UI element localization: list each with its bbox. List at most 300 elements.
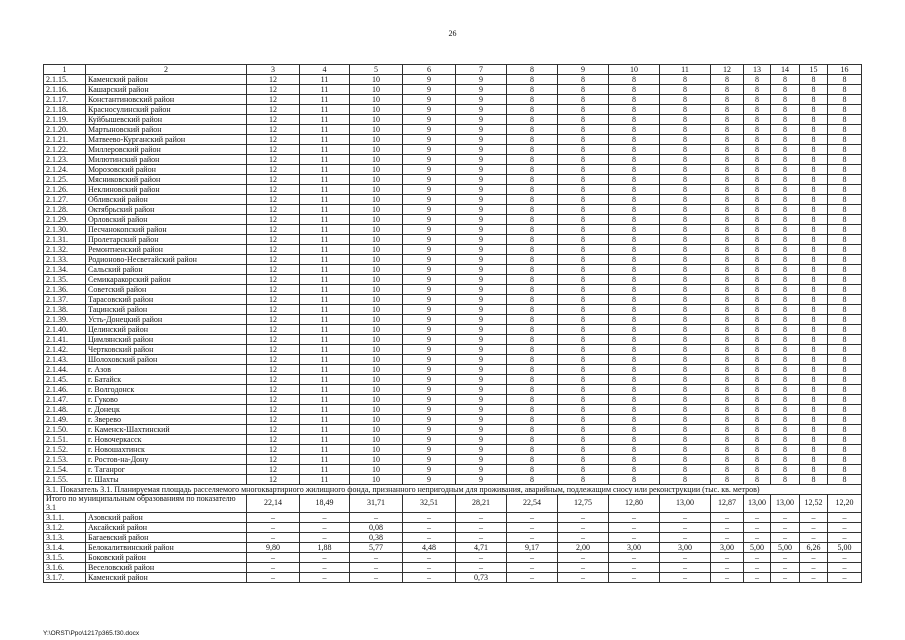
total-value: 12,80 <box>609 495 660 513</box>
value-cell: 8 <box>660 415 711 425</box>
value-cell: 8 <box>660 205 711 215</box>
row-name: Октябрьский район <box>86 205 247 215</box>
value-cell: – <box>247 523 300 533</box>
value-cell: 9 <box>456 105 507 115</box>
value-cell: 9 <box>403 375 456 385</box>
value-cell: 11 <box>300 95 350 105</box>
row-number: 2.1.42. <box>44 345 86 355</box>
value-cell: 8 <box>800 285 828 295</box>
row-name: Константиновский район <box>86 95 247 105</box>
value-cell: 8 <box>609 405 660 415</box>
value-cell: 8 <box>609 95 660 105</box>
value-cell: 8 <box>771 105 800 115</box>
value-cell: 9 <box>403 395 456 405</box>
value-cell: 9,17 <box>507 543 558 553</box>
value-cell: 9 <box>403 175 456 185</box>
value-cell: 8 <box>771 385 800 395</box>
value-cell: 8 <box>800 155 828 165</box>
value-cell: 8 <box>558 75 609 85</box>
table-row <box>44 145 862 155</box>
value-cell: – <box>300 563 350 573</box>
value-cell: 8 <box>771 355 800 365</box>
value-cell: 8 <box>558 185 609 195</box>
value-cell: 8 <box>507 115 558 125</box>
value-cell: 8 <box>800 245 828 255</box>
value-cell: 12 <box>247 295 300 305</box>
value-cell: 8 <box>507 195 558 205</box>
value-cell: 9 <box>456 255 507 265</box>
value-cell: 8 <box>558 285 609 295</box>
value-cell: 8 <box>609 145 660 155</box>
section-title: 3.1. Показатель 3.1. Планируемая площадь расселяемого многоквартирного жилищного фонда, признанного непригодным для проживания, аварийным, подлежащим сносу или реконструкции (тыс. кв. метров) <box>44 485 862 495</box>
value-cell: 8 <box>711 145 744 155</box>
value-cell: 10 <box>350 165 403 175</box>
value-cell: 8 <box>828 85 862 95</box>
value-cell: 11 <box>300 265 350 275</box>
value-cell: 12 <box>247 315 300 325</box>
value-cell: 8 <box>609 295 660 305</box>
value-cell: 8 <box>507 335 558 345</box>
value-cell: – <box>660 573 711 583</box>
value-cell: 8 <box>609 445 660 455</box>
value-cell: – <box>800 573 828 583</box>
value-cell: 8 <box>771 205 800 215</box>
value-cell: 8 <box>558 115 609 125</box>
value-cell: 8 <box>828 175 862 185</box>
value-cell: 11 <box>300 145 350 155</box>
value-cell: 12 <box>247 385 300 395</box>
value-cell: 9 <box>456 75 507 85</box>
total-value: 22,54 <box>507 495 558 513</box>
value-cell: 8 <box>507 125 558 135</box>
value-cell: – <box>456 523 507 533</box>
value-cell: 8 <box>609 215 660 225</box>
value-cell: 8 <box>711 445 744 455</box>
value-cell: 8 <box>660 355 711 365</box>
value-cell: 8 <box>828 405 862 415</box>
value-cell: 12 <box>247 345 300 355</box>
value-cell: – <box>744 533 771 543</box>
value-cell: 8 <box>771 275 800 285</box>
value-cell: 8 <box>744 165 771 175</box>
value-cell: – <box>771 533 800 543</box>
value-cell: – <box>828 533 862 543</box>
value-cell: 8 <box>711 415 744 425</box>
total-label: Итого по муниципальным образованиям по показателю 3.1 <box>44 495 247 513</box>
value-cell: 11 <box>300 435 350 445</box>
value-cell: 8 <box>558 85 609 95</box>
table-row <box>44 523 862 533</box>
value-cell: 8 <box>744 405 771 415</box>
row-name: г. Донецк <box>86 405 247 415</box>
row-number: 2.1.38. <box>44 305 86 315</box>
value-cell: 8 <box>771 185 800 195</box>
value-cell: 11 <box>300 205 350 215</box>
value-cell: 8 <box>800 125 828 135</box>
value-cell: 9 <box>403 275 456 285</box>
total-value: 28,21 <box>456 495 507 513</box>
value-cell: 5,77 <box>350 543 403 553</box>
value-cell: 9 <box>456 385 507 395</box>
value-cell: 8 <box>507 375 558 385</box>
value-cell: 10 <box>350 305 403 315</box>
value-cell: 10 <box>350 345 403 355</box>
value-cell: 8 <box>771 345 800 355</box>
row-name: Родионово-Несветайский район <box>86 255 247 265</box>
row-number: 2.1.27. <box>44 195 86 205</box>
table-row <box>44 455 862 465</box>
value-cell: – <box>300 573 350 583</box>
value-cell: 11 <box>300 175 350 185</box>
row-name: Мясниковский район <box>86 175 247 185</box>
row-number: 2.1.39. <box>44 315 86 325</box>
value-cell: 8 <box>507 235 558 245</box>
value-cell: 8 <box>771 285 800 295</box>
value-cell: 8 <box>660 395 711 405</box>
value-cell: 8 <box>744 125 771 135</box>
table-row <box>44 543 862 553</box>
value-cell: 11 <box>300 295 350 305</box>
value-cell: 11 <box>300 355 350 365</box>
file-path-footer: Y:\ORST\Ppo\1217p365.f30.docx <box>43 630 140 637</box>
row-number: 2.1.52. <box>44 445 86 455</box>
total-value: 13,00 <box>744 495 771 513</box>
value-cell: 11 <box>300 325 350 335</box>
value-cell: 8 <box>609 365 660 375</box>
value-cell: 3,00 <box>609 543 660 553</box>
value-cell: 12 <box>247 465 300 475</box>
value-cell: 8 <box>711 245 744 255</box>
table-row <box>44 533 862 543</box>
value-cell: 9 <box>456 265 507 275</box>
row-name: Сальский район <box>86 265 247 275</box>
value-cell: 10 <box>350 365 403 375</box>
value-cell: 8 <box>660 385 711 395</box>
value-cell: 8 <box>660 115 711 125</box>
value-cell: 8 <box>828 285 862 295</box>
value-cell: 10 <box>350 145 403 155</box>
value-cell: – <box>800 553 828 563</box>
value-cell: 8 <box>558 465 609 475</box>
table-row <box>44 425 862 435</box>
value-cell: – <box>403 553 456 563</box>
value-cell: 8 <box>711 405 744 415</box>
value-cell: 9 <box>456 405 507 415</box>
value-cell: 8 <box>558 175 609 185</box>
value-cell: 8 <box>609 335 660 345</box>
value-cell: 8 <box>660 85 711 95</box>
value-cell: – <box>507 533 558 543</box>
table-row <box>44 135 862 145</box>
value-cell: 8 <box>800 225 828 235</box>
value-cell: – <box>350 573 403 583</box>
row-name: Тацинский район <box>86 305 247 315</box>
row-name: Шолоховский район <box>86 355 247 365</box>
value-cell: 12 <box>247 135 300 145</box>
value-cell: 9 <box>403 85 456 95</box>
row-name: Тарасовский район <box>86 295 247 305</box>
value-cell: 8 <box>771 85 800 95</box>
value-cell: – <box>558 553 609 563</box>
value-cell: 8 <box>828 205 862 215</box>
table-row <box>44 225 862 235</box>
value-cell: 9 <box>456 125 507 135</box>
value-cell: – <box>711 523 744 533</box>
value-cell: 9 <box>403 435 456 445</box>
value-cell: 8 <box>828 415 862 425</box>
value-cell: – <box>711 563 744 573</box>
row-number: 2.1.24. <box>44 165 86 175</box>
value-cell: 9 <box>403 475 456 485</box>
value-cell: 8 <box>660 215 711 225</box>
header-cell: 14 <box>771 65 800 75</box>
value-cell: 8 <box>711 425 744 435</box>
value-cell: 8 <box>660 165 711 175</box>
row-number: 2.1.21. <box>44 135 86 145</box>
value-cell: 8 <box>711 285 744 295</box>
value-cell: 9 <box>456 435 507 445</box>
total-value: 32,51 <box>403 495 456 513</box>
table-row <box>44 255 862 265</box>
value-cell: 9 <box>456 205 507 215</box>
value-cell: 8 <box>828 395 862 405</box>
value-cell: 8 <box>507 475 558 485</box>
value-cell: 8 <box>771 425 800 435</box>
value-cell: 9 <box>456 135 507 145</box>
row-number: 2.1.54. <box>44 465 86 475</box>
value-cell: 9 <box>403 425 456 435</box>
value-cell: 11 <box>300 395 350 405</box>
value-cell: 1,88 <box>300 543 350 553</box>
value-cell: – <box>456 513 507 523</box>
value-cell: 12 <box>247 405 300 415</box>
value-cell: 8 <box>828 105 862 115</box>
value-cell: 8 <box>800 315 828 325</box>
value-cell: 8 <box>800 185 828 195</box>
value-cell: 8 <box>771 75 800 85</box>
value-cell: 12 <box>247 425 300 435</box>
row-number: 2.1.43. <box>44 355 86 365</box>
value-cell: 9 <box>403 465 456 475</box>
header-cell: 2 <box>86 65 247 75</box>
value-cell: 8 <box>800 275 828 285</box>
value-cell: 12 <box>247 185 300 195</box>
value-cell: 8 <box>744 155 771 165</box>
value-cell: 9 <box>456 225 507 235</box>
value-cell: 9 <box>456 95 507 105</box>
table-row <box>44 395 862 405</box>
row-name: Аксайский район <box>86 523 247 533</box>
table-row <box>44 553 862 563</box>
value-cell: 8 <box>744 375 771 385</box>
value-cell: 8 <box>771 405 800 415</box>
value-cell: 8 <box>828 355 862 365</box>
value-cell: 8 <box>660 245 711 255</box>
value-cell: 8 <box>744 145 771 155</box>
value-cell: – <box>507 553 558 563</box>
row-name: Куйбышевский район <box>86 115 247 125</box>
value-cell: 8 <box>507 255 558 265</box>
value-cell: 11 <box>300 85 350 95</box>
value-cell: 8 <box>507 325 558 335</box>
value-cell: 11 <box>300 285 350 295</box>
value-cell: 8 <box>507 135 558 145</box>
value-cell: 8 <box>771 175 800 185</box>
value-cell: 8 <box>828 425 862 435</box>
value-cell: 8 <box>800 235 828 245</box>
value-cell: 9 <box>403 225 456 235</box>
value-cell: 9 <box>456 315 507 325</box>
value-cell: – <box>771 553 800 563</box>
value-cell: 10 <box>350 355 403 365</box>
value-cell: 8 <box>660 105 711 115</box>
value-cell: 8 <box>660 435 711 445</box>
total-value: 12,87 <box>711 495 744 513</box>
value-cell: 8 <box>744 185 771 195</box>
value-cell: 9 <box>403 305 456 315</box>
value-cell: 8 <box>558 215 609 225</box>
value-cell: 8 <box>744 205 771 215</box>
value-cell: 12 <box>247 275 300 285</box>
row-name: г. Гуково <box>86 395 247 405</box>
total-value: 13,00 <box>660 495 711 513</box>
value-cell: – <box>403 533 456 543</box>
value-cell: 8 <box>558 195 609 205</box>
value-cell: 8 <box>800 425 828 435</box>
value-cell: 8 <box>771 215 800 225</box>
value-cell: 8 <box>744 465 771 475</box>
row-name: Усть-Донецкий район <box>86 315 247 325</box>
value-cell: 10 <box>350 425 403 435</box>
value-cell: 8 <box>771 415 800 425</box>
value-cell: 8 <box>558 95 609 105</box>
row-name: г. Азов <box>86 365 247 375</box>
value-cell: – <box>247 563 300 573</box>
value-cell: 8 <box>660 445 711 455</box>
value-cell: 8 <box>771 235 800 245</box>
value-cell: 12 <box>247 395 300 405</box>
header-cell: 15 <box>800 65 828 75</box>
value-cell: 8 <box>828 335 862 345</box>
row-name: Красносулинский район <box>86 105 247 115</box>
value-cell: 8 <box>744 265 771 275</box>
total-value: 12,20 <box>828 495 862 513</box>
value-cell: 8 <box>660 255 711 265</box>
value-cell: 8 <box>660 125 711 135</box>
header-cell: 9 <box>558 65 609 75</box>
value-cell: 8 <box>711 155 744 165</box>
value-cell: 8 <box>744 455 771 465</box>
value-cell: 8 <box>771 125 800 135</box>
value-cell: 11 <box>300 345 350 355</box>
value-cell: 12 <box>247 215 300 225</box>
value-cell: – <box>828 553 862 563</box>
value-cell: 8 <box>711 135 744 145</box>
value-cell: 8 <box>771 165 800 175</box>
value-cell: 8 <box>660 155 711 165</box>
value-cell: 11 <box>300 385 350 395</box>
value-cell: 8 <box>507 285 558 295</box>
value-cell: 8 <box>609 285 660 295</box>
value-cell: – <box>350 553 403 563</box>
value-cell: 8 <box>744 85 771 95</box>
value-cell: 11 <box>300 125 350 135</box>
row-name: Каменский район <box>86 573 247 583</box>
value-cell: 8 <box>660 185 711 195</box>
value-cell: 8 <box>558 155 609 165</box>
row-name: Советский район <box>86 285 247 295</box>
value-cell: 8 <box>800 95 828 105</box>
value-cell: 8 <box>711 215 744 225</box>
value-cell: 9 <box>456 455 507 465</box>
value-cell: 12 <box>247 365 300 375</box>
value-cell: 8 <box>711 95 744 105</box>
value-cell: 9 <box>403 335 456 345</box>
table-row <box>44 105 862 115</box>
value-cell: 8 <box>744 245 771 255</box>
value-cell: 9 <box>403 445 456 455</box>
value-cell: 11 <box>300 185 350 195</box>
value-cell: 8 <box>771 295 800 305</box>
value-cell: – <box>507 523 558 533</box>
value-cell: 8 <box>828 365 862 375</box>
value-cell: 9 <box>456 335 507 345</box>
row-name: Целинский район <box>86 325 247 335</box>
value-cell: – <box>507 573 558 583</box>
value-cell: 6,26 <box>800 543 828 553</box>
row-number: 3.1.5. <box>44 553 86 563</box>
row-number: 2.1.20. <box>44 125 86 135</box>
row-name: Чертковский район <box>86 345 247 355</box>
row-number: 2.1.23. <box>44 155 86 165</box>
value-cell: – <box>711 573 744 583</box>
value-cell: 8 <box>711 85 744 95</box>
value-cell: 8 <box>800 135 828 145</box>
value-cell: 8 <box>828 115 862 125</box>
value-cell: 9 <box>403 265 456 275</box>
row-name: г. Шахты <box>86 475 247 485</box>
value-cell: 8 <box>558 205 609 215</box>
value-cell: 8 <box>828 255 862 265</box>
value-cell: 8 <box>744 95 771 105</box>
value-cell: 9 <box>456 415 507 425</box>
value-cell: 8 <box>660 135 711 145</box>
value-cell: 8 <box>771 465 800 475</box>
value-cell: 12 <box>247 125 300 135</box>
value-cell: 9 <box>456 355 507 365</box>
value-cell: 11 <box>300 375 350 385</box>
value-cell: 8 <box>558 455 609 465</box>
value-cell: 8 <box>609 395 660 405</box>
table-row <box>44 385 862 395</box>
table-row <box>44 115 862 125</box>
value-cell: 8 <box>771 325 800 335</box>
value-cell: – <box>609 513 660 523</box>
value-cell: 10 <box>350 325 403 335</box>
value-cell: 9 <box>403 345 456 355</box>
table-row <box>44 75 862 85</box>
value-cell: – <box>403 573 456 583</box>
row-number: 2.1.51. <box>44 435 86 445</box>
value-cell: 8 <box>771 195 800 205</box>
value-cell: 12 <box>247 115 300 125</box>
value-cell: 8 <box>660 465 711 475</box>
value-cell: 8 <box>800 385 828 395</box>
row-number: 2.1.25. <box>44 175 86 185</box>
value-cell: 8 <box>771 395 800 405</box>
value-cell: 9 <box>403 185 456 195</box>
total-value: 12,75 <box>558 495 609 513</box>
